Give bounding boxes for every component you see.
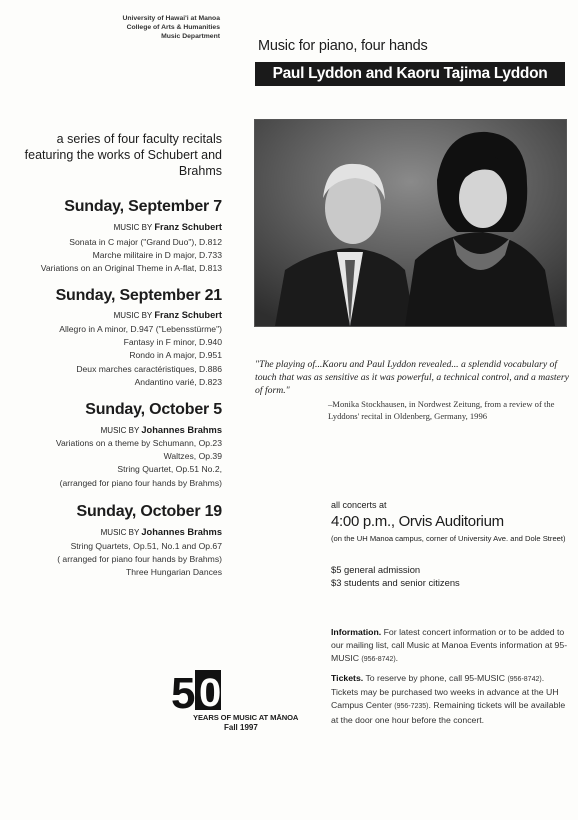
- composer-credit: [114, 222, 222, 232]
- performers-banner: Paul Lyddon and Kaoru Tajima Lyddon: [255, 62, 565, 86]
- tickets-label: Tickets.: [331, 673, 364, 683]
- campus-center-phone: (956-7235): [394, 703, 429, 711]
- review-quote: "The playing of...Kaoru and Paul Lyddon revealed... a splendid vocabulary of touch that was as sensitive as it was powerful, a technical control, and a mastery of form.": [255, 359, 569, 396]
- tickets-text: . Tickets may be purchased two weeks in advance at the UH Campus Center: [331, 673, 559, 711]
- work-item: Allegro in A minor, D.947 ("Lebensstürme"): [59, 324, 222, 334]
- concert-date: Sunday, September 7: [64, 198, 222, 215]
- program-subtitle: Music for piano, four hands: [258, 38, 428, 54]
- works-list: [56, 437, 222, 490]
- work-item: ( arranged for piano four hands by Brahms): [57, 554, 222, 565]
- years-of-music-label: YEARS OF MUSIC AT MĀNOA: [193, 713, 299, 722]
- information-text: For latest concert information or to be added to our mailing list, call Music at Manoa Events information at 95-MUSIC: [331, 627, 568, 664]
- music-by-prefix: MUSIC BY: [113, 311, 153, 320]
- composer-name: Johannes Brahms: [141, 425, 222, 435]
- series-intro-line: a series of four faculty recitals: [56, 132, 222, 146]
- performers-photo: [254, 119, 567, 327]
- work-item: Waltzes, Op.39: [163, 451, 222, 462]
- tickets-text: To reserve by phone, call 95-MUSIC: [365, 673, 506, 683]
- institution-block: [120, 14, 220, 41]
- work-item: String Quartet, Op.51 No.2,: [117, 464, 222, 475]
- concert-date: Sunday, October 5: [85, 401, 222, 418]
- series-intro-line: featuring the works of Schubert and Brahms: [24, 148, 222, 178]
- information-end: .: [395, 653, 399, 664]
- works-list: [41, 236, 222, 276]
- work-item: Rondo in A major, D.951: [129, 350, 222, 361]
- logo-digit-five: 5: [171, 669, 196, 712]
- music-by-prefix: MUSIC BY: [113, 223, 153, 232]
- admission-line: $5 general admission: [331, 564, 421, 575]
- all-concerts-label: all concerts at: [331, 500, 387, 510]
- work-item: String Quartets, Op.51, No.1 and Op.67: [70, 541, 222, 551]
- composer-credit: [101, 527, 222, 537]
- work-item: Marche militaire in D major, D.733: [92, 250, 222, 261]
- work-item: Variations on a theme by Schumann, Op.23: [55, 438, 222, 448]
- work-item: Variations on an Original Theme in A-flat, D.813: [40, 263, 222, 274]
- tickets-paragraph: [331, 672, 571, 727]
- institution-line: Music Department: [161, 33, 220, 40]
- concert-date: Sunday, October 19: [76, 503, 222, 520]
- work-item: Andantino varié, D.823: [134, 376, 222, 387]
- work-item: Deux marches caractéristiques, D.886: [76, 363, 222, 374]
- admission-line: $3 students and senior citizens: [331, 577, 460, 588]
- work-item: Three Hungarian Dances: [125, 567, 222, 578]
- work-item: Fantasy in F minor, D.940: [123, 337, 222, 348]
- institution-line: University of Hawai'i at Manoa: [122, 15, 220, 22]
- work-item: (arranged for piano four hands by Brahms): [59, 477, 222, 488]
- venue-location-note: (on the UH Manoa campus, corner of University Ave. and Dole Street): [331, 534, 566, 543]
- institution-line: College of Arts & Humanities: [126, 24, 220, 31]
- composer-name: Franz Schubert: [154, 222, 222, 232]
- information-phone: (956-8742): [361, 656, 396, 664]
- tickets-text: . Remaining tickets will be available at the door one hour before the concert.: [331, 700, 566, 725]
- works-list: [57, 540, 222, 580]
- concert-time-venue: 4:00 p.m., Orvis Auditorium: [331, 513, 504, 530]
- composer-credit: [101, 425, 222, 435]
- logo-digit-zero: 0: [199, 671, 222, 712]
- composer-credit: [114, 310, 222, 320]
- work-item: Sonata in C major ("Grand Duo"), D.812: [69, 237, 222, 247]
- composer-name: Johannes Brahms: [141, 527, 222, 537]
- music-by-prefix: MUSIC BY: [100, 528, 140, 537]
- quote-attribution: –Monika Stockhausen, in Nordwest Zeitung, from a review of the Lyddons' recital in Oldenberg, Germany, 1996: [328, 399, 555, 421]
- information-paragraph: [331, 626, 571, 667]
- admission-prices: [331, 563, 460, 589]
- works-list: [59, 323, 222, 389]
- anniversary-logo: [171, 668, 223, 717]
- information-label: Information.: [331, 627, 382, 637]
- series-intro: [0, 131, 222, 179]
- season-label: Fall 1997: [224, 723, 258, 732]
- concert-date: Sunday, September 21: [55, 287, 222, 304]
- tickets-phone: (956-8742): [507, 676, 542, 683]
- composer-name: Franz Schubert: [154, 310, 222, 320]
- music-by-prefix: MUSIC BY: [100, 426, 140, 435]
